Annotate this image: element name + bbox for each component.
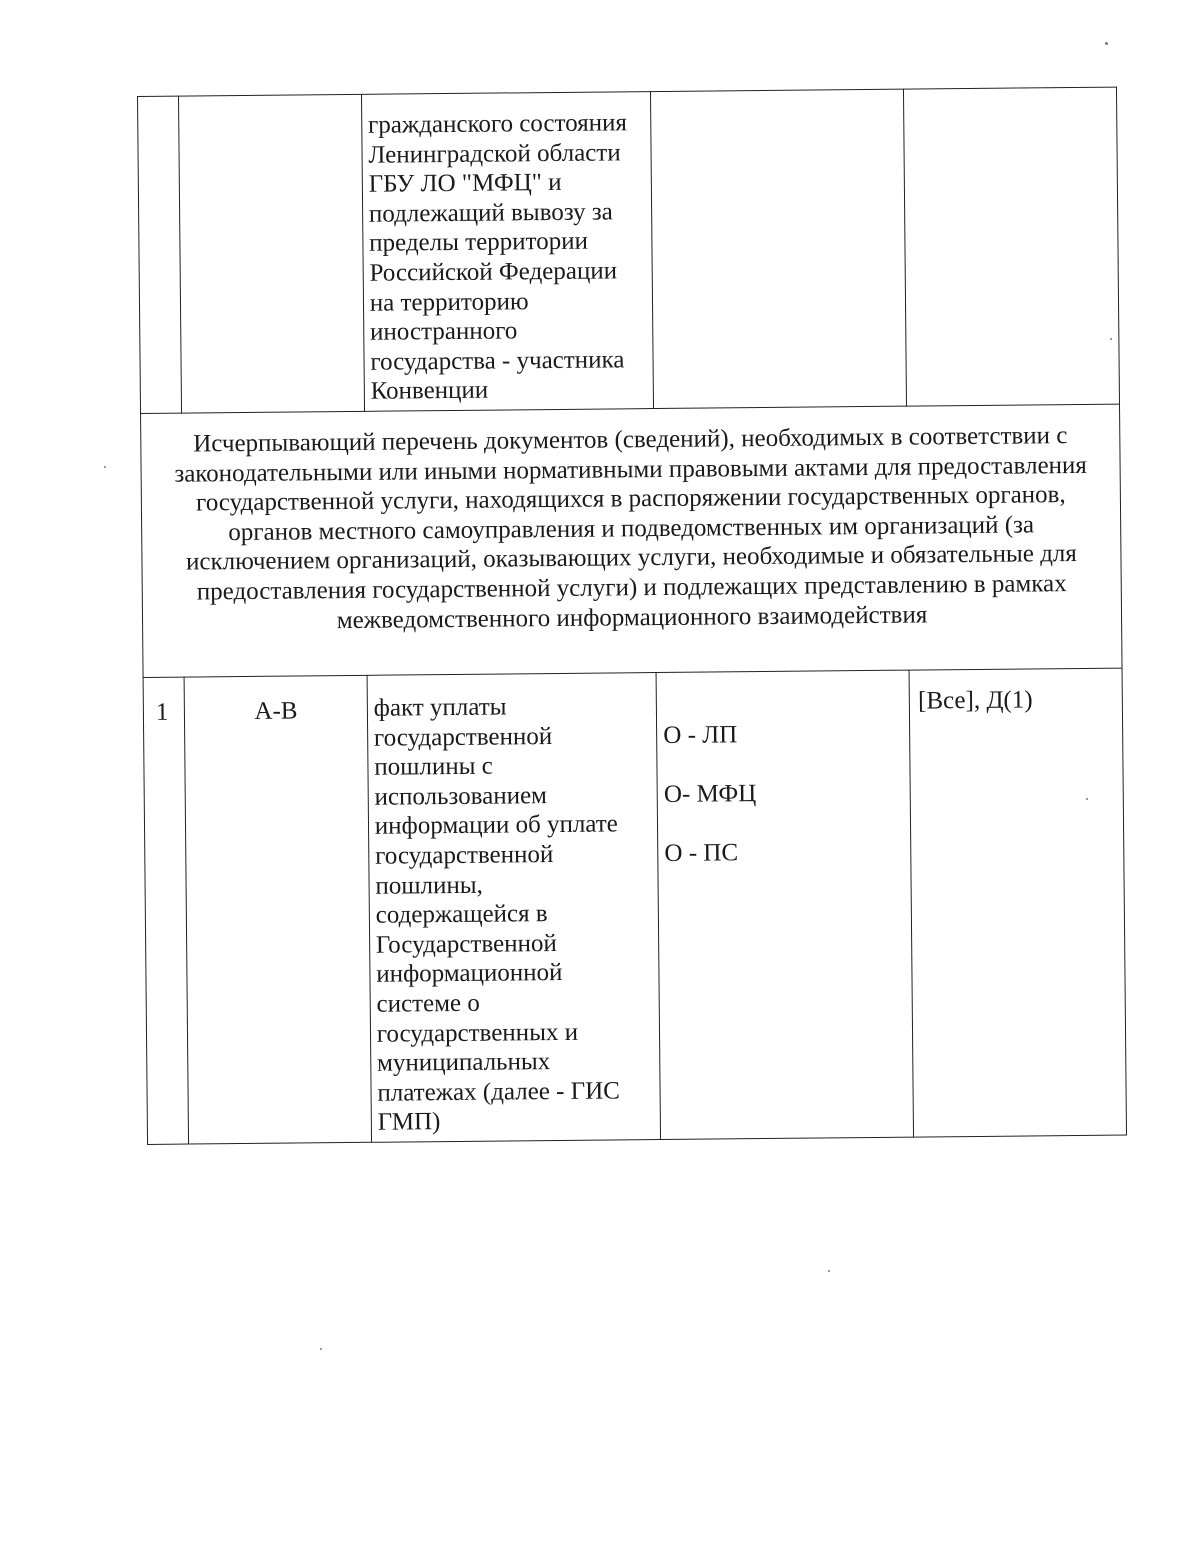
scan-speck — [828, 1270, 830, 1272]
source-list — [657, 671, 911, 903]
scan-speck — [1086, 798, 1088, 800]
cell-note — [909, 668, 1126, 1137]
section-header-text: Исчерпывающий перечень документов (сведений), необходимых в соответствии с законодательными или иными нормативными правовыми актами для предоставления государственной услуги, находящихся в распоряжении государственных органов, органов местного самоуправления и подведомственных им организаций (за исключением организаций, оказывающих услуги, необходимые и обязательные для предоставления государственной услуги) и подлежащих представлению в рамках межведомственного информационного взаимодействия — [174, 422, 1087, 634]
cell-code — [184, 675, 371, 1144]
scan-speck — [104, 466, 106, 468]
cell-source — [656, 670, 914, 1139]
row-code: А-В — [254, 697, 298, 725]
source-item: О - ПС — [664, 839, 739, 868]
description-text: факт уплаты государственной пошлины с использованием информации об уплате государственной пошлины, содержащейся в Государственной информационной системе о государственных и муниципальных платежах (далее - ГИС ГМП) — [373, 693, 620, 1137]
section-header-row — [141, 404, 1122, 678]
cell-description — [367, 673, 661, 1143]
cell-number — [138, 96, 182, 413]
scan-speck — [320, 1348, 322, 1350]
document-table — [137, 87, 1127, 1145]
scan-speck — [1105, 42, 1108, 45]
description-text: гражданского состояния Ленинградской области ГБУ ЛО "МФЦ" и подлежащий вывозу за пределы территории Российской Федерации на территорию иностранного государства - участника Конвенции — [367, 109, 628, 406]
scan-speck — [1110, 338, 1112, 340]
table-row — [143, 668, 1126, 1144]
cell-note — [904, 87, 1120, 406]
note-text: [Все], Д(1) — [917, 686, 1033, 715]
row-number: 1 — [155, 698, 169, 726]
source-item: О- МФЦ — [663, 779, 757, 808]
cell-description — [361, 92, 653, 412]
table-row-continued — [138, 87, 1120, 413]
source-item: О - ЛП — [663, 720, 738, 749]
cell-source — [651, 89, 907, 408]
section-header-cell — [141, 404, 1122, 678]
cell-number — [143, 677, 189, 1144]
cell-code — [179, 94, 365, 413]
